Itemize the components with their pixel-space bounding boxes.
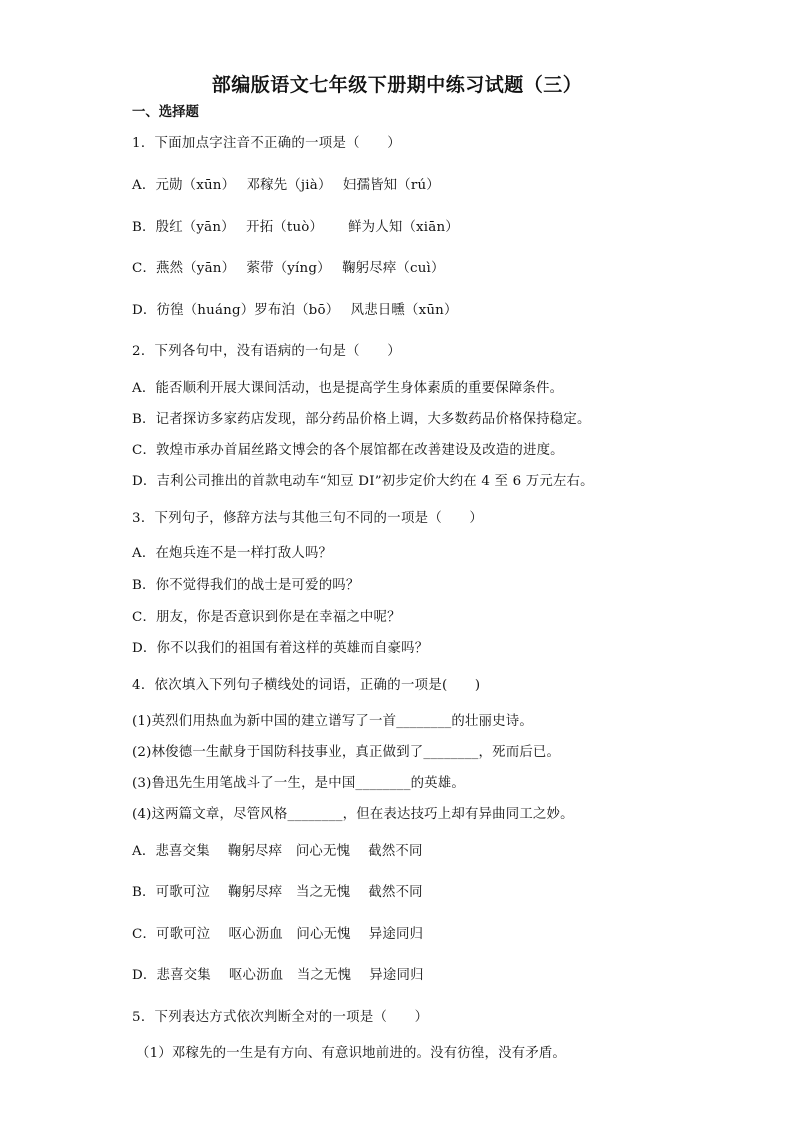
question-4-option-a: A．悲喜交集 鞠躬尽瘁 问心无愧 截然不同 [132, 844, 423, 859]
question-2-option-d: D．吉利公司推出的首款电动车“知豆 DI”初步定价大约在 4 至 6 万元左右。 [132, 474, 594, 489]
question-5-stem: 5．下列表达方式依次判断全对的一项是（ ） [132, 1010, 429, 1025]
question-2-option-c: C．敦煌市承办首届丝路文博会的各个展馆都在改善建设及改造的进度。 [132, 443, 564, 458]
question-1-option-a: A．元勋（xūn） 邓稼先（jià） 妇孺皆知（rú） [132, 178, 440, 193]
question-1-option-d: D．彷徨（huáng）罗布泊（bō） 风悲日曛（xūn） [132, 303, 458, 318]
question-3-option-a: A．在炮兵连不是一样打敌人吗？ [132, 546, 333, 561]
question-4-option-d: D．悲喜交集 呕心沥血 当之无愧 异途同归 [132, 968, 424, 983]
question-3-option-c: C．朋友，你是否意识到你是在幸福之中呢？ [132, 610, 401, 625]
question-4-option-b: B．可歌可泣 鞠躬尽瘁 当之无愧 截然不同 [132, 885, 423, 900]
question-3-stem: 3．下列句子，修辞方法与其他三句不同的一项是（ ） [132, 511, 484, 526]
question-3-option-d: D．你不以我们的祖国有着这样的英雄而自豪吗？ [132, 641, 429, 656]
question-1-option-c: C．燕然（yān） 萦带（yíng） 鞠躬尽瘁（cuì） [132, 261, 445, 276]
question-2-option-a: A．能否顺利开展大课间活动，也是提高学生身体素质的重要保障条件。 [132, 381, 564, 396]
section-heading: 一、选择题 [132, 105, 199, 120]
question-4-sentence-4: (4)这两篇文章，尽管风格________，但在表达技巧上却有异曲同工之妙。 [132, 807, 574, 822]
question-4-sentence-1: (1)英烈们用热血为新中国的建立谱写了一首________的壮丽史诗。 [132, 714, 533, 729]
question-2-stem: 2．下列各句中，没有语病的一句是（ ） [132, 344, 401, 359]
question-3-option-b: B．你不觉得我们的战士是可爱的吗？ [132, 578, 360, 593]
question-4-sentence-2: (2)林俊德一生献身于国防科技事业，真正做到了________，死而后已。 [132, 745, 561, 760]
question-4-sentence-3: (3)鲁迅先生用笔战斗了一生，是中国________的英雄。 [132, 776, 465, 791]
question-2-option-b: B．记者探访多家药店发现，部分药品价格上调，大多数药品价格保持稳定。 [132, 412, 591, 427]
question-4-stem: 4．依次填入下列句子横线处的词语，正确的一项是( ) [132, 678, 481, 693]
question-5-sentence-1: （1）邓稼先的一生是有方向、有意识地前进的。没有彷徨，没有矛盾。 [136, 1046, 567, 1061]
page-title: 部编版语文七年级下册期中练习试题（三） [211, 74, 583, 96]
question-1-stem: 1．下面加点字注音不正确的一项是（ ） [132, 136, 401, 151]
question-1-option-b: B．殷红（yān） 开拓（tuò） 鲜为人知（xiān） [132, 220, 459, 235]
question-4-option-c: C．可歌可泣 呕心沥血 问心无愧 异途同归 [132, 927, 424, 942]
